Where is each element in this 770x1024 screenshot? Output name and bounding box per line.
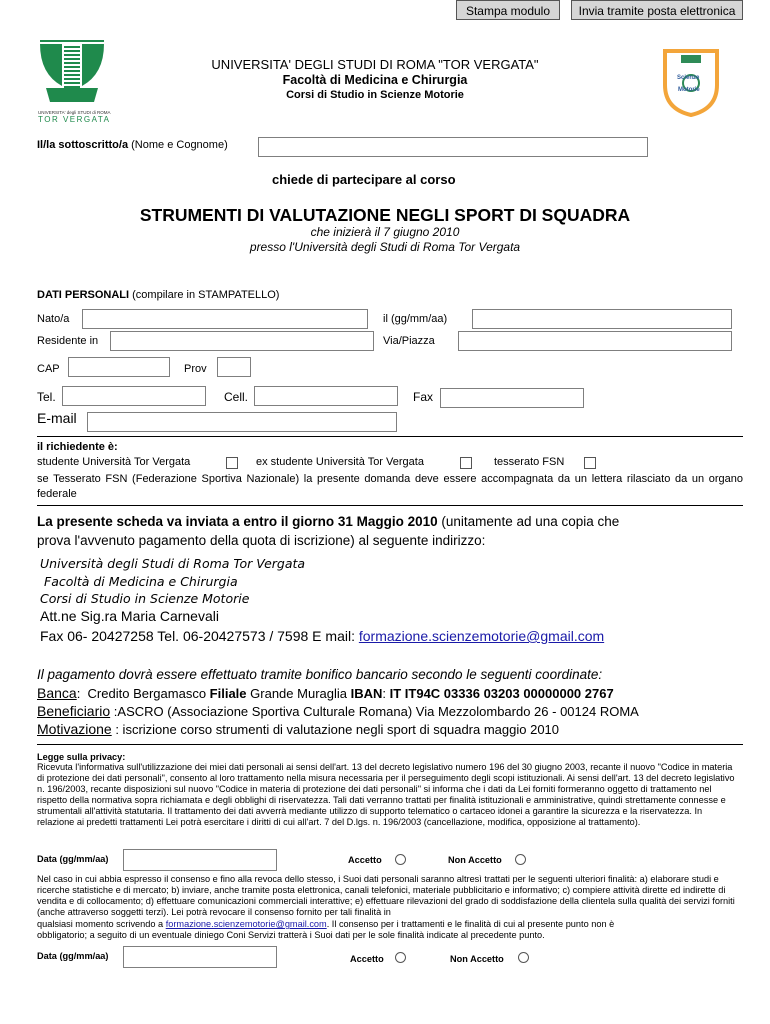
beneficiary-line bbox=[37, 703, 639, 719]
address-attn: Att.ne Sig.ra Maria Carnevali bbox=[40, 608, 219, 624]
undersigned-label-bold: Il/la sottoscritto/a bbox=[37, 139, 129, 151]
email-label: E-mail bbox=[37, 410, 77, 426]
privacy-text: Ricevuta l'informativa sull'utilizzazione dei miei dati personali ai sensi dell'art. 13 del decreto legislativo numero 196 del 30 giugno 2003, recante il nuovo "Codice in materia di protezione dei dati personali", consento al loro trattamento nella misura necessaria per il perseguimento degli scopi istituzionali. Ai sensi dell'art. 13 del decreto legislativo n. 196/2003, recante disposizioni sul nuovo "Codice in materia di protezione dei dati personali" si informa che i dati da Lei forniti formeranno oggetto di trattamento nel rispetto della normativa sopra richiamata e degli obblighi di riservatezza. Tali dati verranno trattati per finalità istituzionali e amministrative, quindi strettamente connesse e strumentali all'attività statutaria. Il trattamento dei dati avverrà mediante utilizzo di supporto telematico o cartaceo idonei a garantire la sicurezza e la riservatezza. In relazione ai predetti trattamenti Lei potrà esercitare i diritti di cui all'art. 7 del D.lgs. n. 196/2003 (cancellazione, modifica, opposizione al trattamento). bbox=[37, 762, 735, 827]
ex-student-checkbox[interactable] bbox=[460, 457, 472, 469]
undersigned-label bbox=[37, 139, 228, 151]
payment-intro: Il pagamento dovrà essere effettuato tramite bonifico bancario secondo le seguenti coordinate: bbox=[37, 667, 603, 682]
birthdate-label: il (gg/mm/aa) bbox=[383, 313, 448, 325]
privacy-date-field[interactable] bbox=[123, 849, 277, 871]
prov-field[interactable] bbox=[217, 357, 251, 377]
bank-line: Banca: Credito Bergamasco Filiale Grande Muraglia IBAN: IT IT94C 03336 03203 00000000 2767 bbox=[37, 685, 614, 701]
reject-label: Non Accetto bbox=[448, 855, 502, 865]
tel-field[interactable] bbox=[62, 386, 206, 406]
send-email-button[interactable]: Invia tramite posta elettronica bbox=[571, 0, 743, 20]
fax-field[interactable] bbox=[440, 388, 584, 408]
fsn-note: se Tesserato FSN (Federazione Sportiva Nazionale) la presente domanda deve essere accompagnata da un lettera rilasciato da un organo federale bbox=[37, 473, 743, 500]
tel-label: Tel. bbox=[37, 390, 56, 404]
reason-value: : iscrizione corso strumenti di valutazione negli sport di squadra maggio 2010 bbox=[115, 722, 560, 737]
divider bbox=[37, 744, 743, 745]
reason-label: Motivazione bbox=[37, 721, 112, 737]
beneficiary-value: :ASCRO (Associazione Sportiva Culturale Romana) Via Mezzolombardo 26 - 00124 ROMA bbox=[113, 704, 639, 719]
university-name: UNIVERSITA' DEGLI STUDI DI ROMA "TOR VERGATA" bbox=[211, 57, 539, 72]
course-start: che inizierà il 7 giugno 2010 bbox=[310, 225, 460, 239]
address-line3: Corsi di Studio in Scienze Motorie bbox=[40, 591, 250, 606]
undersigned-label-rest: (Nome e Cognome) bbox=[131, 139, 228, 151]
fsn-checkbox[interactable] bbox=[584, 457, 596, 469]
iban-value: IT IT94C 03336 03203 00000000 2767 bbox=[389, 686, 614, 701]
request-text: chiede di partecipare al corso bbox=[272, 172, 456, 187]
course-place: presso l'Università degli Studi di Roma Tor Vergata bbox=[249, 240, 521, 254]
student-checkbox[interactable] bbox=[226, 457, 238, 469]
accept-radio-2[interactable] bbox=[395, 952, 406, 963]
consent-text-2b: . Il consenso per i trattamenti e le finalità di cui al presente punto non è bbox=[326, 919, 615, 929]
privacy-title: Legge sulla privacy: bbox=[37, 752, 126, 762]
logo-small-text: UNIVERSITA' degli STUDI di ROMA bbox=[38, 110, 111, 115]
consent-text-2a: qualsiasi momento scrivendo a bbox=[37, 919, 164, 929]
faculty-name: Facoltà di Medicina e Chirurgia bbox=[282, 73, 468, 87]
branch-label: Filiale bbox=[209, 686, 247, 701]
deadline-bold: La presente scheda va inviata a entro il giorno 31 Maggio 2010 bbox=[37, 514, 438, 529]
contacts-text: Fax 06- 20427258 Tel. 06-20427573 / 7598 E mail: bbox=[40, 628, 355, 644]
scienze-motorie-logo-icon bbox=[661, 47, 721, 117]
birthdate-field[interactable] bbox=[472, 309, 732, 329]
address-line1: Università degli Studi di Roma Tor Vergata bbox=[40, 556, 306, 571]
consent-text-2 bbox=[37, 919, 737, 930]
consent-date-field[interactable] bbox=[123, 946, 277, 968]
fsn-option-label: tesserato FSN bbox=[494, 456, 565, 468]
print-form-button[interactable]: Stampa modulo bbox=[456, 0, 560, 20]
consent-date-label: Data (gg/mm/aa) bbox=[37, 951, 109, 961]
course-title: STRUMENTI DI VALUTAZIONE NEGLI SPORT DI SQUADRA bbox=[139, 205, 631, 225]
consent-email-link[interactable]: formazione.scienzemotorie@gmail.com bbox=[165, 919, 327, 929]
accept-label-2: Accetto bbox=[350, 954, 384, 964]
cap-field[interactable] bbox=[68, 357, 170, 377]
personal-data-heading-bold: DATI PERSONALI bbox=[37, 289, 130, 301]
cell-field[interactable] bbox=[254, 386, 398, 406]
street-field[interactable] bbox=[458, 331, 732, 351]
logo-big-text: TOR VERGATA bbox=[38, 115, 111, 124]
street-label: Via/Piazza bbox=[383, 335, 435, 347]
logo-right-bottom-text: Motorie bbox=[678, 87, 700, 93]
ex-student-option-label: ex studente Università Tor Vergata bbox=[256, 456, 424, 468]
cell-label: Cell. bbox=[224, 390, 249, 404]
logo-right-top-text: Scienze bbox=[677, 75, 700, 81]
university-logo-icon bbox=[38, 40, 106, 104]
reject-radio-2[interactable] bbox=[518, 952, 529, 963]
bank-name: Credito Bergamasco bbox=[87, 686, 207, 701]
deadline-text bbox=[37, 514, 743, 529]
beneficiary-label: Beneficiario bbox=[37, 703, 111, 719]
born-label: Nato/a bbox=[37, 313, 70, 325]
deadline-line2: prova l'avvenuto pagamento della quota di iscrizione) al seguente indirizzo: bbox=[37, 533, 486, 548]
reject-label-2: Non Accetto bbox=[450, 954, 504, 964]
divider bbox=[37, 505, 743, 506]
birthplace-field[interactable] bbox=[82, 309, 368, 329]
deadline-rest-line1: (unitamente ad una copia che bbox=[441, 514, 620, 529]
privacy-date-label: Data (gg/mm/aa) bbox=[37, 854, 109, 864]
university-logo bbox=[38, 40, 111, 124]
courses-name: Corsi di Studio in Scienze Motorie bbox=[286, 89, 464, 101]
divider bbox=[37, 436, 743, 437]
personal-data-heading bbox=[37, 289, 279, 301]
personal-data-heading-rest: (compilare in STAMPATELLO) bbox=[132, 289, 280, 301]
bank-label: Banca bbox=[37, 685, 77, 701]
fax-label: Fax bbox=[413, 390, 434, 404]
residence-field[interactable] bbox=[110, 331, 374, 351]
consent-text-3: obbligatorio; a seguito di un eventuale diniego Coni Servizi tratterà i Suoi dati per le sole finalità indicate al precedente punto. bbox=[37, 930, 545, 940]
student-option-label: studente Università Tor Vergata bbox=[37, 456, 191, 468]
applicant-heading: il richiedente è: bbox=[37, 441, 118, 453]
resident-label: Residente in bbox=[37, 335, 99, 347]
cap-label: CAP bbox=[37, 363, 60, 375]
branch-name: Grande Muraglia bbox=[250, 686, 347, 701]
scienze-motorie-logo bbox=[661, 47, 721, 117]
contact-email-link[interactable]: formazione.scienzemotorie@gmail.com bbox=[358, 628, 605, 644]
iban-label: IBAN bbox=[350, 686, 383, 701]
reason-line bbox=[37, 721, 559, 737]
prov-label: Prov bbox=[184, 363, 207, 375]
address-contacts bbox=[40, 628, 604, 644]
accept-radio-1[interactable] bbox=[395, 854, 406, 865]
reject-radio-1[interactable] bbox=[515, 854, 526, 865]
consent-text-1: Nel caso in cui abbia espresso il consenso e fino alla revoca dello stesso, i Suoi dati personali saranno altresì trattati per le seguenti ulteriori finalità: a) elaborare studi e ricerche statistiche e di mercato; b) inviare, anche tramite posta elettronica, canali telefonici, materiale pubblicitario e informativo; c) compiere attività dirette ed indirette di vendita e di collocamento; d) effettuare comunicazioni commerciali interattive; e) effettuare rilevazioni del grado di soddisfazione della clientela sulla qualità dei servizi forniti (anche attraverso soggetti terzi). Lei potrà revocare il consenso fornito per tali finalità in bbox=[37, 874, 735, 917]
address-line2: Facoltà di Medicina e Chirurgia bbox=[44, 574, 238, 589]
email-field[interactable] bbox=[87, 412, 397, 432]
full-name-field[interactable] bbox=[258, 137, 648, 157]
accept-label: Accetto bbox=[348, 855, 382, 865]
